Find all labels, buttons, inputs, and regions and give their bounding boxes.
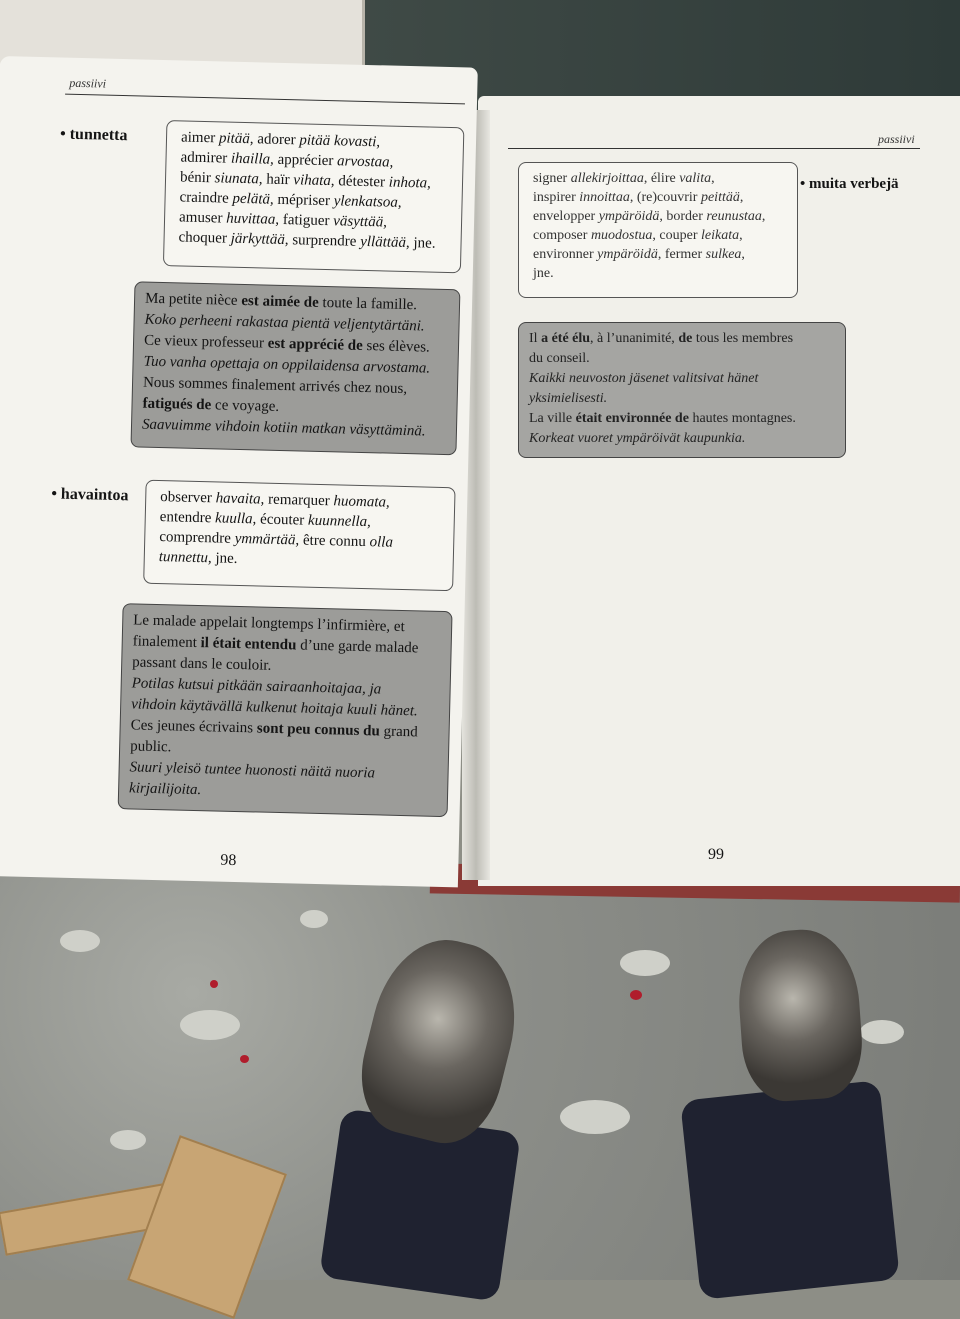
italic-phrase: valita <box>679 171 712 186</box>
text-segment: , jne. <box>207 550 238 567</box>
text-segment: public. <box>129 738 172 756</box>
text-line <box>533 207 783 226</box>
text-line <box>529 409 835 429</box>
text-segment: Il <box>529 331 542 346</box>
italic-phrase: vihata <box>293 172 332 190</box>
text-segment: jne. <box>533 266 554 281</box>
text-segment: amuser <box>178 209 227 227</box>
box-lines <box>178 127 449 254</box>
bold-phrase: fatigués de <box>142 395 212 414</box>
text-segment: , couper <box>652 228 701 243</box>
text-segment: , élire <box>643 171 680 186</box>
text-segment: hautes montagnes. <box>688 411 796 426</box>
bold-phrase: de <box>678 331 693 346</box>
text-segment: , <box>376 134 381 151</box>
text-line <box>533 169 783 188</box>
italic-phrase: kirjailijoita. <box>128 780 202 799</box>
term-tunnetta: • tunnetta <box>59 125 128 145</box>
left-page <box>0 56 478 887</box>
text-line <box>533 188 783 207</box>
italic-phrase: kuulla <box>214 510 253 528</box>
bold-phrase: il était entendu <box>200 635 297 654</box>
text-line <box>529 389 835 409</box>
text-segment: toute la famille. <box>318 294 418 314</box>
text-line <box>529 429 835 449</box>
text-segment: , surprendre <box>284 232 361 250</box>
italic-phrase: peittää <box>700 190 740 205</box>
italic-phrase: arvostaa <box>336 153 390 171</box>
italic-phrase: reunustaa <box>706 209 762 224</box>
bold-phrase: sont peu connus du <box>256 720 381 740</box>
text-segment: , <box>385 494 390 511</box>
bold-phrase: est apprécié de <box>267 335 363 354</box>
italic-phrase: pitää kovasti <box>299 132 377 151</box>
text-segment: , <box>382 214 388 231</box>
paint-speck <box>620 950 670 976</box>
text-segment: admirer <box>180 149 232 167</box>
right-page <box>478 96 960 886</box>
running-head: passiivi <box>69 75 107 91</box>
text-segment: envelopper <box>533 209 599 224</box>
header-rule <box>65 94 465 105</box>
text-segment: , haïr <box>258 171 294 189</box>
italic-phrase: järkyttää <box>230 230 286 249</box>
italic-phrase: huvittaa <box>225 210 276 228</box>
example-lines <box>529 329 835 449</box>
italic-phrase: olla <box>369 534 394 551</box>
text-segment: ses élèves. <box>362 337 430 356</box>
text-segment: , mépriser <box>269 191 334 210</box>
bold-phrase: a été élu <box>541 331 591 346</box>
running-head: passiivi <box>878 132 915 146</box>
text-line <box>529 349 835 369</box>
red-paint-speck <box>630 990 642 1000</box>
italic-phrase: muodostua <box>590 228 653 243</box>
text-segment: , border <box>659 209 707 224</box>
text-segment: La ville <box>529 411 576 426</box>
italic-phrase: allekirjoittaa <box>570 171 644 186</box>
text-segment: bénir <box>179 169 215 187</box>
text-segment: , être connu <box>295 532 370 551</box>
text-segment: passant dans le couloir. <box>132 654 272 674</box>
text-segment: d’une garde malade <box>296 637 419 657</box>
italic-phrase: kuunnella <box>307 512 368 531</box>
text-segment: Nous sommes finalement arrivés chez nous, <box>142 374 408 398</box>
text-segment: , <box>711 171 715 186</box>
text-segment: , jne. <box>405 234 436 252</box>
text-segment: , écouter <box>252 511 309 529</box>
text-line <box>533 245 783 264</box>
text-segment: , <box>739 190 744 205</box>
paint-speck <box>180 1010 240 1040</box>
paint-speck <box>560 1100 630 1134</box>
example-lines <box>129 610 442 806</box>
text-segment: , remarquer <box>260 491 334 510</box>
text-segment: , adorer <box>249 131 300 149</box>
text-segment: environner <box>533 247 598 262</box>
italic-phrase: ympäröidä <box>597 247 658 262</box>
text-segment: craindre <box>179 189 233 207</box>
paint-speck <box>300 910 328 928</box>
text-segment: , détester <box>330 173 389 191</box>
text-segment: , à l’unanimité, <box>590 331 679 346</box>
vocabulary-box-tunnetta <box>163 120 464 273</box>
text-segment: , <box>739 228 743 243</box>
text-segment: finalement <box>132 633 201 652</box>
red-paint-speck <box>210 980 218 988</box>
italic-phrase: huomata <box>333 493 387 511</box>
text-segment: signer <box>533 171 571 186</box>
text-segment: grand <box>379 723 418 741</box>
box-lines <box>159 487 441 574</box>
text-segment: composer <box>533 228 591 243</box>
italic-phrase: innoittaa <box>579 190 630 205</box>
italic-phrase: ylenkatsoa <box>333 193 399 211</box>
red-paint-speck <box>240 1055 249 1063</box>
example-box-tunnetta <box>130 281 460 455</box>
italic-phrase: yllättää <box>359 233 407 251</box>
text-segment: Ces jeunes écrivains <box>130 717 258 737</box>
page-number: 99 <box>708 846 724 863</box>
text-segment: , <box>426 175 432 192</box>
text-segment: comprendre <box>159 529 235 547</box>
text-segment: , <box>741 247 745 262</box>
italic-phrase: ihailla <box>230 150 271 168</box>
italic-phrase: Potilas kutsui pitkään sairaanhoitajaa, ja <box>131 675 382 698</box>
text-line <box>533 264 783 283</box>
text-segment: choquer <box>178 229 231 247</box>
term-havaintoa: • havaintoa <box>51 485 129 505</box>
text-segment: , <box>389 154 394 171</box>
header-rule <box>508 148 920 149</box>
italic-phrase: havaita <box>215 490 261 508</box>
vocabulary-box-havaintoa <box>143 480 455 592</box>
italic-phrase: yksimielisesti. <box>529 391 608 406</box>
italic-phrase: Korkeat vuoret ympäröivät kaupunkia. <box>529 431 746 446</box>
italic-phrase: inhota <box>388 174 428 192</box>
text-segment: tous les membres <box>692 331 794 346</box>
italic-phrase: pitää <box>218 130 250 148</box>
text-segment: , <box>761 209 766 224</box>
box-lines <box>533 169 783 283</box>
term-muita-verbeja: • muita verbejä <box>800 176 899 192</box>
example-box-havaintoa <box>118 603 453 817</box>
text-segment: , fatiguer <box>275 211 334 230</box>
text-segment: aimer <box>180 129 220 147</box>
italic-phrase: siunata <box>214 170 260 188</box>
text-segment: ce voyage. <box>211 397 280 415</box>
italic-phrase: leikata <box>700 228 740 243</box>
italic-phrase: ympäröidä <box>598 209 660 224</box>
text-segment: du conseil. <box>529 351 590 366</box>
paint-speck <box>110 1130 146 1150</box>
example-lines <box>142 289 450 443</box>
vocabulary-box-muita <box>518 162 798 298</box>
text-segment: , (re)couvrir <box>629 190 701 205</box>
example-box-muita <box>518 322 846 458</box>
paint-speck <box>60 930 100 952</box>
italic-phrase: vihdoin käytävällä kulkenut hoitaja kuuli hänet. <box>131 696 418 720</box>
bold-phrase: était environnée de <box>575 411 689 426</box>
text-segment: , apprécier <box>269 151 338 170</box>
text-segment: Ma petite nièce <box>144 290 242 309</box>
italic-phrase: Koko perheeni rakastaa pientä veljentytärtäni. <box>144 311 425 335</box>
italic-phrase: Kaikki neuvoston jäsenet valitsivat hänet <box>529 371 759 386</box>
text-segment: Ce vieux professeur <box>143 332 268 352</box>
italic-phrase: sulkea <box>705 247 742 262</box>
text-segment: , <box>397 194 402 211</box>
italic-phrase: väsyttää <box>333 213 384 231</box>
italic-phrase: Suuri yleisö tuntee huonosti näitä nuoria <box>129 759 376 782</box>
bold-phrase: est aimée de <box>241 292 319 311</box>
text-line <box>529 369 835 389</box>
text-line <box>533 226 783 245</box>
italic-phrase: Tuo vanha opettaja on oppilaidensa arvostama. <box>143 353 431 377</box>
paint-speck <box>860 1020 904 1044</box>
text-line <box>529 329 835 349</box>
text-segment: observer <box>160 489 216 507</box>
text-segment: , fermer <box>657 247 706 262</box>
italic-phrase: pelätä <box>232 190 271 208</box>
italic-phrase: Saavuimme vihdoin kotiin matkan väsyttäminä. <box>141 416 426 440</box>
page-number: 98 <box>220 851 237 870</box>
text-segment: Le malade appelait longtemps l’infirmière, et <box>133 612 405 636</box>
italic-phrase: tunnettu <box>158 549 209 567</box>
text-segment: inspirer <box>533 190 580 205</box>
italic-phrase: ymmärtää <box>234 530 296 549</box>
text-segment: , <box>366 514 372 531</box>
text-segment: entendre <box>159 509 216 527</box>
right-trouser-leg <box>680 1080 900 1300</box>
